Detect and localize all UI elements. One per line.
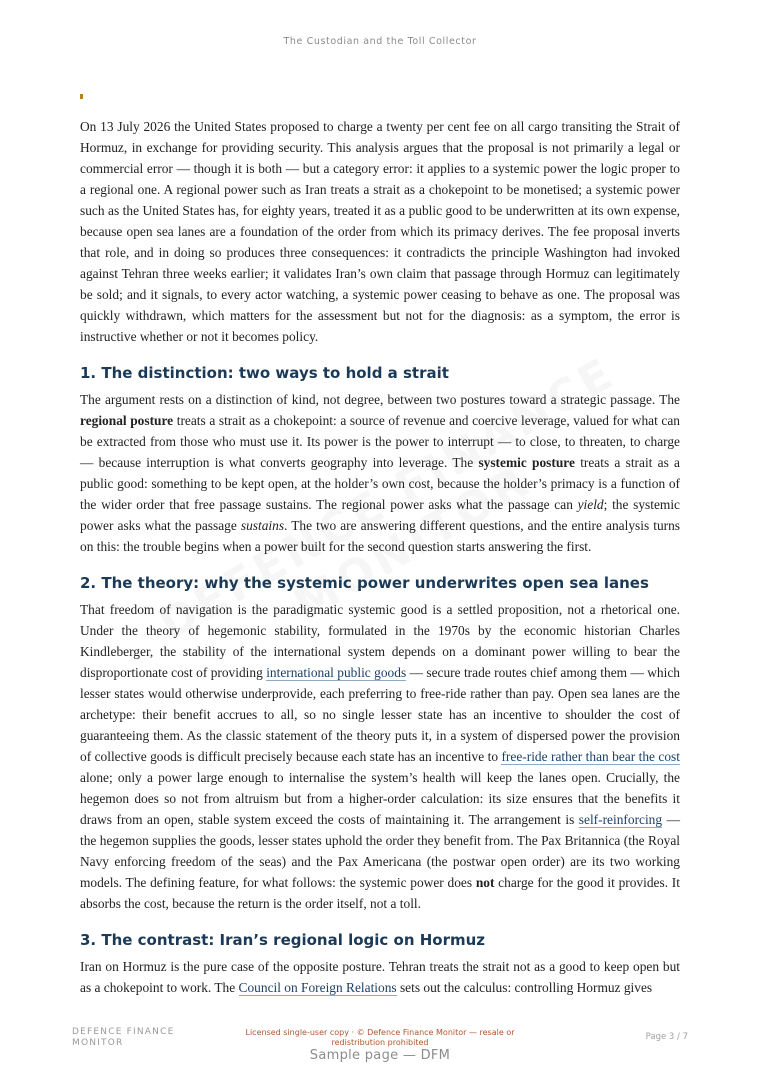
accent-mark: [80, 94, 83, 99]
section-2-heading: 2. The theory: why the systemic power underwrites open sea lanes: [80, 574, 649, 592]
link-international-public-goods[interactable]: international public goods: [266, 665, 407, 680]
intro-paragraph: On 13 July 2026 the United States proposed to charge a twenty per cent fee on all cargo transiting the Strait of Hormuz, in exchange for providing security. This analysis argues that the proposal is not primarily a legal or commercial error — though it is both — but a category error: it applies to a systemic power the logic proper to a regional one. A regional power such as Iran treats a strait as a chokepoint to be monetised; a systemic power such as the United States has, for eighty years, treated it as a public good to be underwritten at its own expense, because open sea lanes are a foundation of the order from which its primacy derives. The fee proposal inverts that role, and in doing so produces three consequences: it contradicts the principle Washington had invoked against Tehran three weeks earlier; it validates Iran’s own claim that passage through Hormuz can legitimately be sold; and it signals, to every actor watching, a systemic power ceasing to behave as one. The proposal was quickly withdrawn, which matters for the assessment but not for the diagnosis: as a symptom, the error is instructive whether or not it becomes policy.: [80, 119, 680, 344]
article-body: [80, 116, 680, 998]
section-1-heading: 1. The distinction: two ways to hold a strait: [80, 364, 449, 382]
section-2-paragraph: That freedom of navigation is the paradigmatic systemic good is a settled proposition, not a rhetorical one. Under the theory of hegemonic stability, formulated in the 1970s by the economic historian Charles Kindleberger, the stability of the international system depends on a dominant power willing to bear the disproportionate cost of providing international public goods — secure trade routes chief among them — which lesser states would otherwise underprovide, each preferring to free-ride rather than pay. Open sea lanes are the archetype: their benefit accrues to all, so no single lesser state has an incentive to shoulder the cost of guaranteeing them. As the classic statement of the theory puts it, in a system of dispersed power the provision of collective goods is difficult precisely because each state has an incentive to free-ride rather than bear the cost alone; only a power large enough to internalise the system’s health will keep the lanes open. Crucially, the hegemon does so not from altruism but from a higher-order calculation: its size ensures that the benefits it draws from an open, stable system exceed the costs of maintaining it. The arrangement is self-reinforcing — the hegemon supplies the goods, lesser states uphold the order they benefit from. The Pax Britannica (the Royal Navy enforcing freedom of the seas) and the Pax Americana (the postwar open order) are its two working models. The defining feature, for what follows: the systemic power does not charge for the good it provides. It absorbs the cost, because the return is the order itself, not a toll.: [80, 602, 680, 911]
link-self-reinforcing[interactable]: self-reinforcing: [578, 812, 663, 827]
term-systemic-posture: systemic posture: [478, 455, 575, 470]
page-number: Page 3 / 7: [645, 1032, 688, 1042]
link-council-on-foreign-relations[interactable]: Council on Foreign Relations: [238, 980, 397, 995]
sample-label: Sample page — DFM: [309, 1048, 451, 1063]
emphasis-sustains: sustains: [240, 518, 285, 533]
footer-publisher: DEFENCE FINANCE MONITOR: [72, 1027, 175, 1048]
footer-license: Licensed single-user copy · © Defence Finance Monitor — resale or redistribution prohibited: [245, 1028, 515, 1047]
link-free-ride[interactable]: free-ride rather than bear the cost: [501, 749, 680, 764]
section-3-heading: 3. The contrast: Iran’s regional logic on Hormuz: [80, 931, 486, 949]
running-title: The Custodian and the Toll Collector: [283, 36, 477, 47]
section-1-paragraph: The argument rests on a distinction of kind, not degree, between two postures toward a strategic passage. The regional posture treats a strait as a chokepoint: a source of revenue and coercive leverage, valued for what can be extracted from those who must use it. Its power is the power to interrupt — to close, to threaten, to charge — because interruption is what converts geography into leverage. The systemic posture treats a strait as a public good: something to be kept open, at the holder’s own cost, because the holder’s primacy is a function of the wider order that free passage sustains. The regional power asks what the passage can yield; the systemic power asks what the passage sustains. The two are answering different questions, and the entire analysis turns on this: the trouble begins when a power built for the second question starts answering the first.: [80, 392, 681, 554]
term-regional-posture: regional posture: [80, 413, 174, 428]
emphasis-not: not: [475, 875, 495, 890]
emphasis-yield: yield: [577, 497, 604, 512]
section-3-paragraph: Iran on Hormuz is the pure case of the opposite posture. Tehran treats the strait not as a good to keep open but as a chokepoint to work. The Council on Foreign Relations sets out the calculus: controlling Hormuz gives: [80, 959, 680, 995]
